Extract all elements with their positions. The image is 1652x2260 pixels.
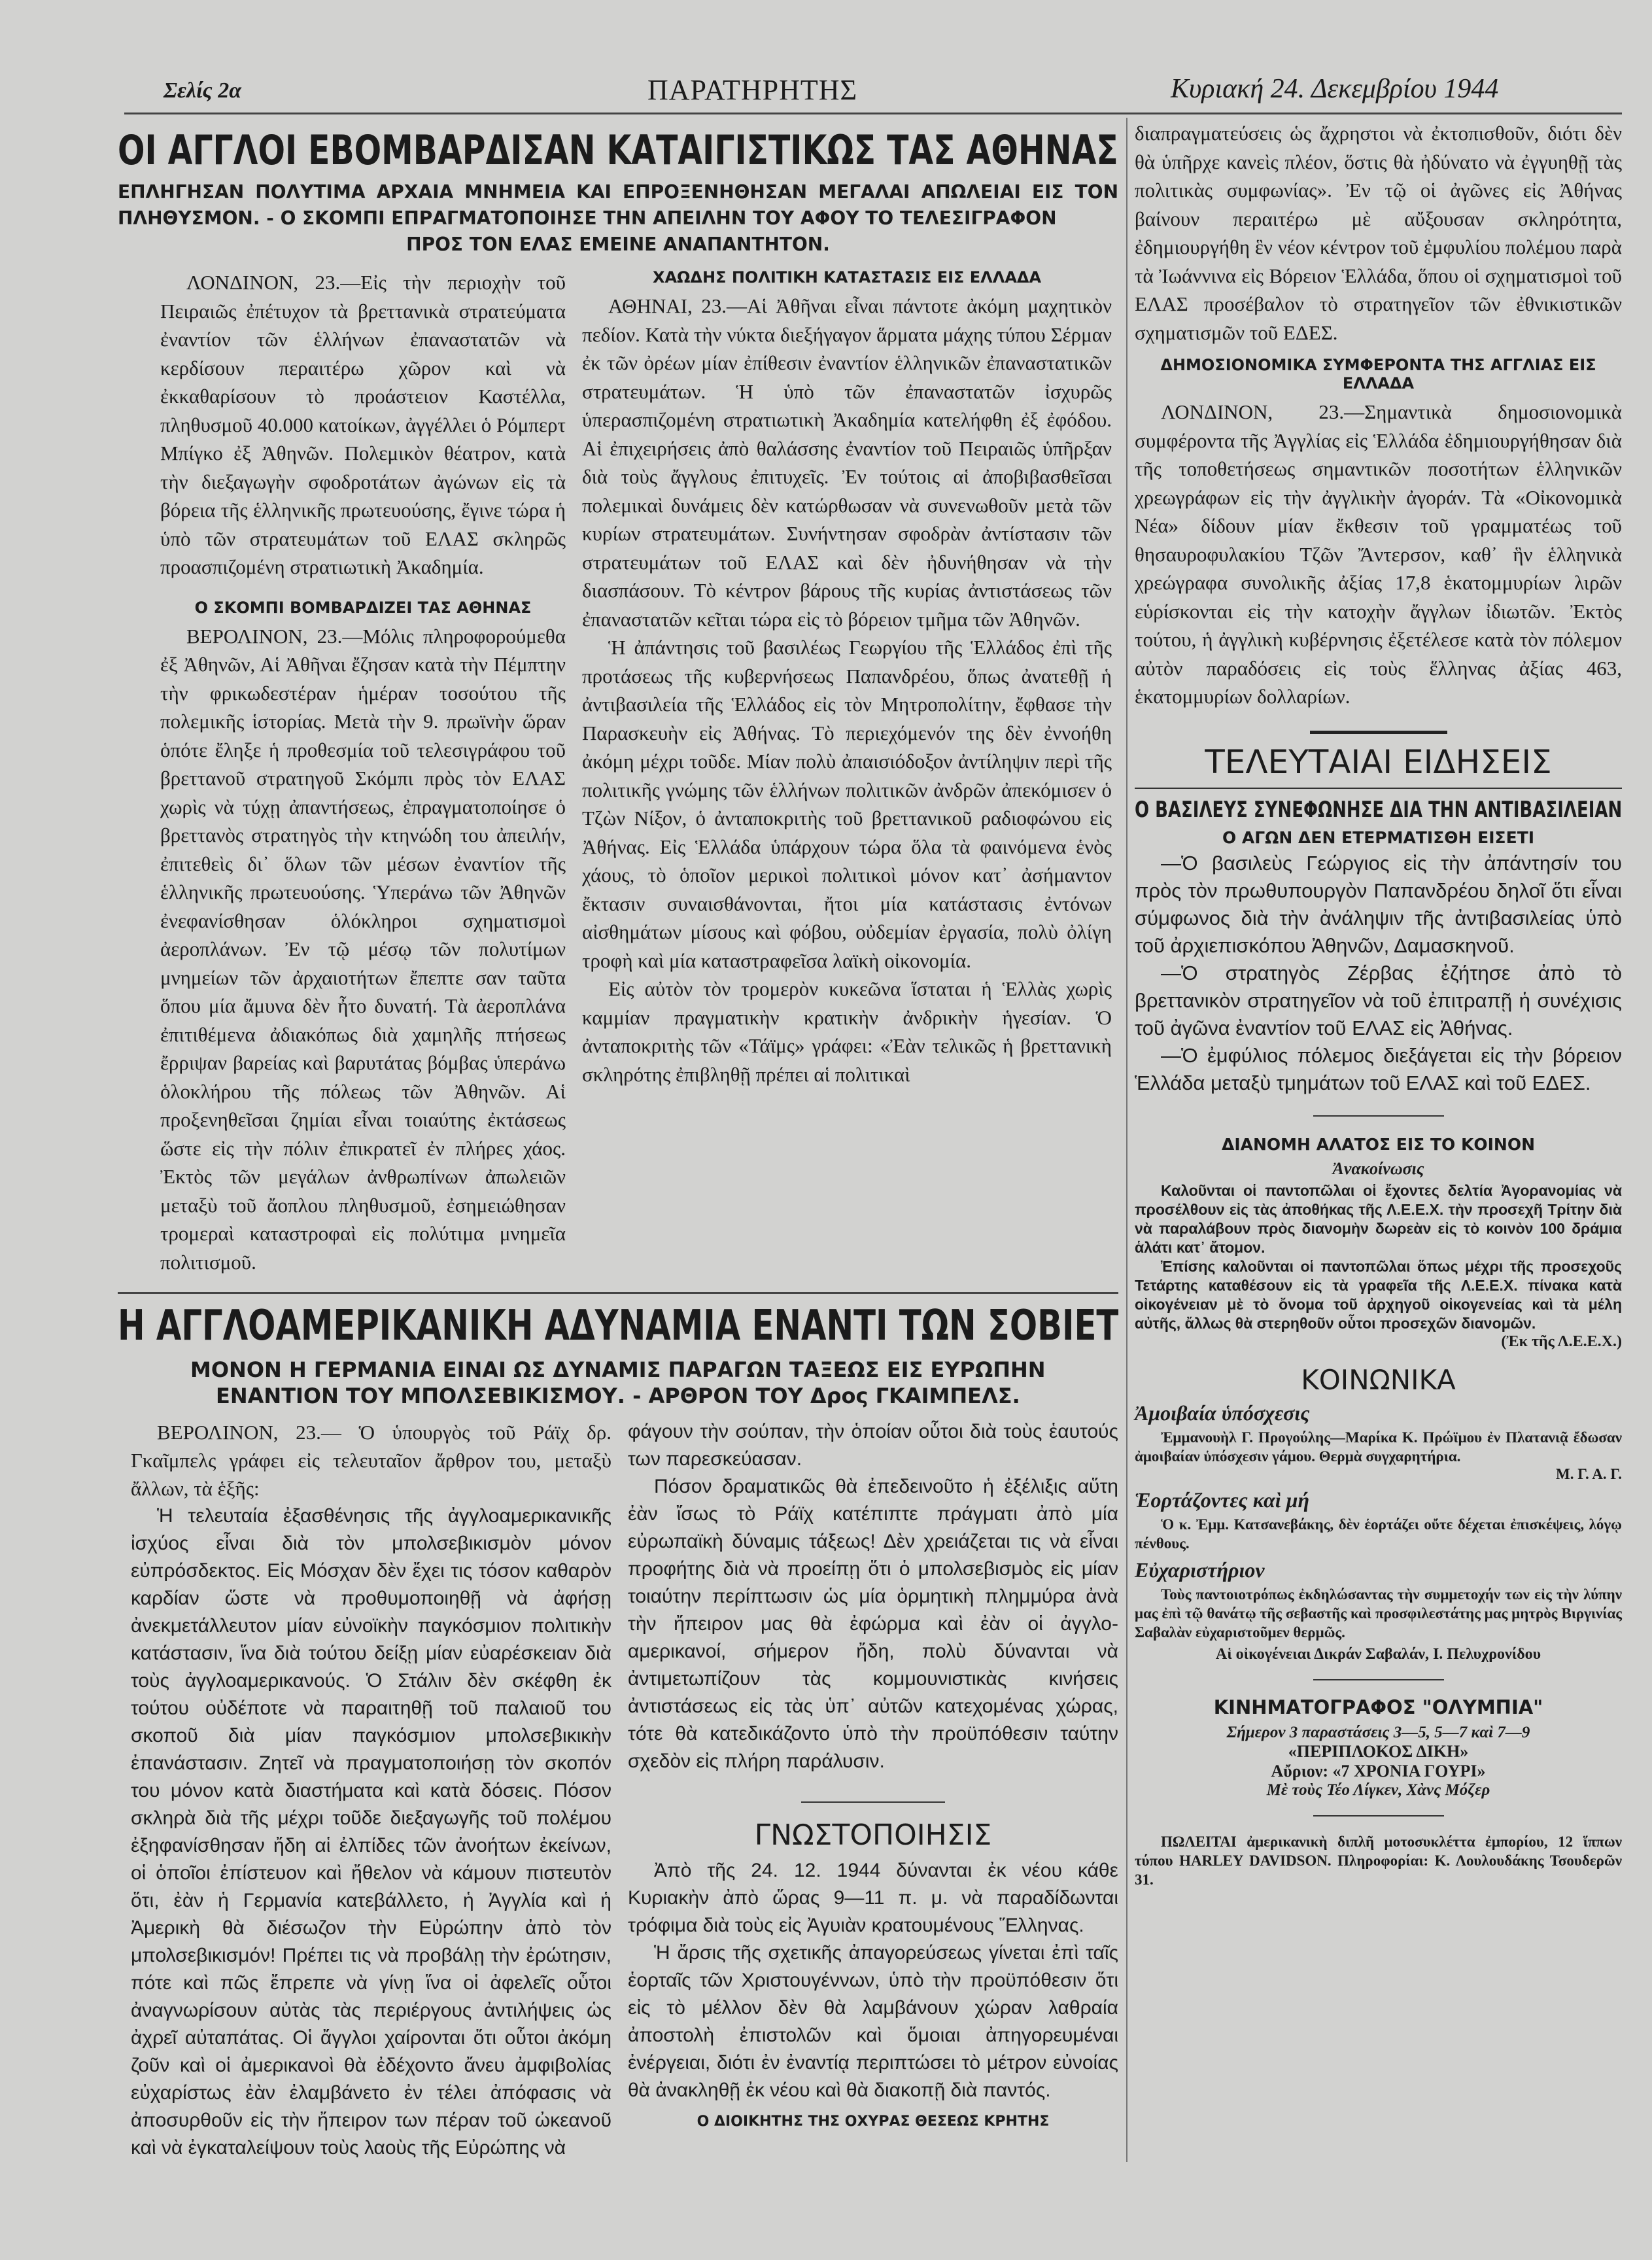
lead-headline-box xyxy=(118,126,1118,175)
social-item-title: Ἑορτάζοντες καὶ μή xyxy=(1135,1487,1310,1512)
section-title: Ο ΣΚΟΜΠΙ ΒΟΜΒΑΡΔΙΖΕΙ ΤΑΣ ΑΘΗΝΑΣ xyxy=(194,598,532,617)
article-paragraph: ΒΕΡΟΛΙΝΟΝ, 23.—Μόλις πληροφορούμεθα ἐξ Ἀθηνῶν, Αἱ Ἀθῆναι ἔζησαν κατὰ τὴν Πέμπτην τὴν φρικωδεστέραν ἡμέραν τοσούτου τῆς πολεμικῆς ἱστορίας. Μετὰ τὴν 9. πρωϊνὴν ὥραν ὁπότε ἔληξε ἡ προθεσμία τοῦ τελεσιγράφου τοῦ βρεττανοῦ στρατηγοῦ Σκόμπι πρὸς τὸν ΕΛΑΣ χωρὶς νὰ τύχῃ ἀπαντήσεως, ἐπραγματοποίησε ὁ βρεττανὸς στρατηγὸς τὴν κτηνώδη του ἀπειλήν, ἐπιτεθεὶς δι᾽ ὅλων τῶν μέσων ἐναντίον τῆς ἑλληνικῆς πρωτευούσης. Ὑπεράνω τῶν Ἀθηνῶν ἐνεφανίσθησαν ὁλόκληροι σχηματισμοὶ ἀεροπλάνων. Ἐν τῷ μέσῳ τῶν πολυτίμων μνημείων τῶν ἀρχαιοτήτων ἔπεπτε σαν ταῦτα ὅπου μία ἄμυνα δὲν ἦτο δυνατή. Τὰ ἀεροπλάνα ἐπιτιθέμενα ἀδιακόπως διὰ χαμηλῆς πτήσεως ἔρριψαν βαρείας καὶ βαρυτάτας βόμβας ὑπεράνω ὁλοκλήρου τῆς πόλεως τῶν Ἀθηνῶν. Αἱ προξενηθεῖσαι ζημίαι εἶναι τοιαύτης ἐκτάσεως ὥστε εἰς τὴν πόλιν ἐπικρατεῖ ἐν πλήρες χάος. Ἐκτὸς τῶν μεγάλων ἀνθρωπίνων ἀπωλειῶν μεταξὺ τοῦ ἄοπλου πληθυσμοῦ, ἐσημειώθησαν τρομεραὶ καταστροφαὶ εἰς πολύτιμα μνημεῖα πολιτισμοῦ. xyxy=(160,624,566,1274)
second-headline-box xyxy=(118,1300,1118,1351)
cinema-line: «ΠΕΡΙΠΛΟΚΟΣ ΔΙΚΗ» xyxy=(1288,1741,1469,1761)
social-title: ΚΟΙΝΩΝΙΚΑ xyxy=(1301,1363,1456,1396)
social-item-text: Τοὺς παντοιοτρόπως ἐκδηλώσαντας τὴν συμμετοχήν των εἰς τὴν λύπην μας ἐπὶ τῷ θανάτῳ τῆς σεβαστῆς καὶ προσφιλεστάτης μας μητρὸς Βιργινίας Σαβαλὰν εὐχαριστοῦμεν θερμῶς. xyxy=(1135,1586,1622,1641)
section-title: ΧΑΩΔΗΣ ΠΟΛΙΤΙΚΗ ΚΑΤΑΣΤΑΣΙΣ ΕΙΣ ΕΛΛΑΔΑ xyxy=(652,268,1042,287)
article-paragraph: Εἰς αὐτὸν τὸν τρομερὸν κυκεῶνα ἵσταται ἡ Ἑλλὰς χωρὶς καμμίαν πραγματικὴν κρατικὴν ἀνδρικὴν ἡγεσίαν. Ὁ ἀνταποκριτὴς τῶν «Τάϊμς» γράφει: «Ἐὰν τελικῶς ἡ βρεττανικὴ σκληρότης ἐπιβληθῇ πρέπει αἱ πολιτικαὶ xyxy=(582,977,1112,1086)
article-paragraph: Ἡ τελευταία ἐξασθένησις τῆς ἀγγλοαμερικανικῆς ἰσχύος εἶναι διὰ τὸν μπολσεβικισμὸν μόνον εὐπρόσδεκτος. Εἰς Μόσχαν δὲν ἔχει τις τόσον καθαρὸν καρδίαν ὥστε νὰ προθυμοποιηθῇ νὰ ἀφήσῃ ἀνεκμετάλλευτον μίαν εὐνοϊκὴν παγκόσμιον πολιτικὴν κατάστασιν, ἵνα διὰ τούτου δείξῃ μίαν εὐαρέσκειαν διὰ τοὺς ἀγγλοαμερικανούς. Ὁ Στάλιν δὲν σκέφθη ἐκ τούτου οὐδέποτε νὰ παραιτηθῇ τοῦ παλαιοῦ του σκοποῦ διὰ μίαν παγκόσμιον μπολσεβικικὴν ἐπανάστασιν. Ζητεῖ νὰ πραγματοποιήσῃ τὸν σκοπόν του μόνον κατὰ διαστήματα καὶ κατὰ δόσεις. Πόσον σκληρὰ διὰ τῆς μέχρι τοῦδε διεξαγωγῆς τοῦ πολέμου ἐξηφανίσθησαν ἤδη αἱ ἐλπίδες τῶν ἀνοήτων ἐκείνων, οἱ ὁποῖοι ἐπίστευον καὶ ἤθελον νὰ κάμουν πιστευτὸν ὅτι, ἐὰν ἡ Γερμανία κατεβάλλετο, ἡ Ἀγγλία καὶ ἡ Ἀμερικὴ θὰ διέσωζον τὴν Εὐρώπην ἀπὸ τὸν μπολσεβικισμόν! Πρέπει τις νὰ προβάλῃ τὴν ἐρώτησιν, πότε καὶ πῶς ἔπρεπε νὰ γίνῃ ἵνα οἱ ἀφελεῖς οὗτοι ἀναγνωρίσουν αὐτὰς τὰς περιέργους ἀντιλήψεις ὡς ἀχρεῖ αὐταπάτας. Οἱ ἄγγλοι χαίρονται ὅτι οὗτοι ἀκόμη ζοῦν καὶ οἱ ἀμερικανοὶ θὰ ἐδέχοντο ἄνευ ἀμφιβολίας εὐχαρίστως ἐὰν ἐλαμβάνετο ἐν τέλει ἀπόφασις νὰ ἀποσυρθοῦν εἰς τὴν ἤπειρον των πέραν τοῦ ὠκεανοῦ καὶ νὰ ἐγκαταλείψουν τοὺς λαοὺς τῆς Εὐρώπης νὰ xyxy=(131,1505,611,2159)
lead-article xyxy=(160,268,566,1276)
king-headline: Ο ΒΑΣΙΛΕΥΣ ΣΥΝΕΦΩΝΗΣΕ ΔΙΑ ΤΗΝ ΑΝΤΙΒΑΣΙΛΕΙΑΝ xyxy=(1135,796,1623,823)
article-paragraph: ΑΘΗΝΑΙ, 23.—Αἱ Ἀθῆναι εἶναι πάντοτε ἀκόμη μαχητικὸν πεδίον. Κατὰ τὴν νύκτα διεξήγαγον ἅρματα μάχης τύπου Σέρμαν ἐκ τῶν ὀρέων μίαν ἐπίθεσιν ἐναντίον ἑλληνικῶν ἐπαναστατικῶν στρατευμάτων. Ἡ ὑπὸ τῶν ἐπαναστατῶν ἰσχυρῶς ὑπερασπιζομένη στρατιωτικὴ Ἀκαδημία κατελήφθη ἐξ ἐφόδου. Αἱ ἐπιχειρήσεις ἀπὸ θαλάσσης ἐναντίον τοῦ Πειραιῶς ὑπῆρξαν διὰ τοὺς ἄγγλους ἐπιτυχεῖς. Ἐν τούτοις αἱ ἀποβιβασθεῖσαι πολεμικαὶ δυνάμεις δὲν κατώρθωσαν νὰ συνενωθοῦν μετὰ τῶν κυρίων στρατευμάτων. Συνήντησαν σφοδρὰν ἀντίστασιν τῶν στρατευμάτων τοῦ ΕΛΑΣ καὶ δὲν ἠδυνήθησαν νὰ τὴν διασπάσουν. Τὸ κέντρον βάρους τῆς κυρίας ἀντιστάσεως τῶν ἐπαναστατῶν κεῖται τώρα εἰς τὸ βόρειον τμῆμα τῶν Ἀθηνῶν. xyxy=(582,294,1112,631)
salt-subtitle: Ἀνακοίνωσις xyxy=(1332,1158,1424,1178)
column-divider xyxy=(1126,118,1127,2162)
social-item-signature: Αἱ οἰκογένειαι Δικράν Σαβαλάν, Ι. Πελυχρονίδου xyxy=(1215,1645,1541,1663)
chaos-article xyxy=(582,268,1112,1088)
article-paragraph: ΛΟΝΔΙΝΟΝ, 23.—Εἰς τὴν περιοχὴν τοῦ Πειραιῶς ἐπέτυχον τὰ βρεττανικὰ στρατεύματα ἐναντίον τῶν ἑλλήνων ἐπαναστατῶν νὰ κερδίσουν περαιτέρω χῶρον καὶ νὰ ἐκκαθαρίσουν τὸ προάστειον Καστέλλα, πληθυσμοῦ 40.000 κατοίκων, ἀγγέλλει ὁ Ρόμπερτ Μπίγκο ἐξ Ἀθηνῶν. Πολεμικὸν θέατρον, κατὰ τὴν διεξαγωγὴν σφοδροτάτων ἀγώνων εἰς τὰ βόρεια τῆς ἑλληνικῆς πρωτευούσης, ἔγινε τώρα ἡ ὑπὸ τῶν στρατευμάτων τοῦ ΕΛΑΣ σκληρῶς προασπιζομένη στρατιωτικὴ Ἀκαδημία. xyxy=(160,271,566,578)
lead-subhead xyxy=(118,179,1118,258)
cinema-line: Σήμερον 3 παραστάσεις 3—5, 5—7 καὶ 7—9 xyxy=(1226,1723,1530,1741)
lead-row xyxy=(118,268,1118,1276)
social-item-title: Εὐχαριστήριον xyxy=(1135,1557,1265,1582)
social-item-text: Ἐμμανουὴλ Γ. Προγούλης—Μαρίκα Κ. Πρώϊμου ἐν Πλατανιᾷ ἔδωσαν ἀμοιβαίαν ὑπόσχεσιν γάμου. Θερμὰ συγχαρητήρια. xyxy=(1135,1429,1622,1465)
masthead-rule xyxy=(124,113,1622,114)
king-subhead: Ο ΑΓΩΝ ΔΕΝ ΕΤΕΡΜΑΤΙΣΘΗ ΕΙΣΕΤΙ xyxy=(1222,827,1535,847)
divider xyxy=(1313,1115,1444,1117)
divider xyxy=(1135,788,1622,789)
cinema-line: Μὲ τοὺς Τέο Λίγκεν, Χὰνς Μόζερ xyxy=(1266,1781,1490,1799)
notice-title: ΓΝΩΣΤΟΠΟΙΗΣΙΣ xyxy=(754,1818,992,1852)
article-paragraph: Ἡ ἀπάντησις τοῦ βασιλέως Γεωργίου τῆς Ἑλλάδος ἐπὶ τῆς προτάσεως τῆς κυβερνήσεως Παπανδρέου, ὅπως ἀνατεθῇ ἡ ἀντιβασιλεία τῆς Ἑλλάδος εἰς τὸν Μητροπολίτην, ἔφθασε τὴν Παρασκευὴν εἰς Ἀθήνας. Τὸ περιεχόμενόν της δὲν ἐννοήθη ἀκόμη μέχρι τοῦδε. Μίαν πολὺ ἀπαισιόδοξον ἀντίληψιν περὶ τῆς πολιτικῆς γνώμης τῶν ἑλλήνων πολιτικῶν ἀνδρῶν ἀπεκόμισεν ὁ Τζὼν Νίξον, ὁ ἀνταποκριτὴς τοῦ βρεττανικοῦ ραδιοφώνου εἰς Ἀθήνας. Εἰς Ἑλλάδα ὑπάρχουν τώρα ὅλα τὰ φαινόμενα ἑνὸς χάους, τὸ ὁποῖον μερικοὶ πολιτικοὶ μόνον κατ᾽ ἀσήμαντον ἔκτασιν συναισθάνονται, ἤτοι μία κατάστασις ἐντόνων αἰσθημάτων μίσους καὶ φόβου, οὐδεμίαν ἐργασία, πολὺ ὀλίγη τροφὴ καὶ μία καταστραφεῖσα λαϊκὴ οἰκονομία. xyxy=(582,636,1112,972)
main-content xyxy=(118,126,1118,2162)
page-number: Σελίς 2α xyxy=(163,78,241,103)
notice-paragraph: Ἐπίσης καλοῦνται οἱ παντοπῶλαι ὅπως μέχρι τῆς προσεχοῦς Τετάρτης καταθέσουν εἰς τὰ γραφεῖα τῆς Λ.Ε.Ε.Χ. πίνακα κατὰ οἰκογένειαν μὲ τὸ ὄνομα τοῦ ἀρχηγοῦ οἰκογενείας καὶ τὰ μέλη αὐτῆς, ἄλλως θὰ στερηθοῦν οὗτοι προσεχῶν διανομῶν. xyxy=(1135,1257,1622,1332)
second-subhead-box xyxy=(118,1357,1118,1383)
article-paragraph: ΛΟΝΔΙΝΟΝ, 23.—Σημαντικὰ δημοσιονομικὰ συμφέροντα τῆς Ἀγγλίας εἰς Ἑλλάδα ἐδημιουργήθησαν διὰ τῆς τοποθετήσεως σημαντικῶν ποσοτήτων ἑλληνικῶν χρεωγράφων εἰς τὴν ἀγγλικὴν ἀγοράν. Τὰ «Οἰκονομικὰ Νέα» δίδουν μίαν ἔκθεσιν τοῦ γραμματέως τοῦ θησαυροφυλακίου Τζῶν Ἄντερσον, καθ᾽ ἣν ἑλληνικὰ χρεώγραφα συνολικῆς ἀξίας 17,8 ἑκατομμυρίων λιρῶν εὑρίσκονται εἰς τὴν κατοχὴν ἄγγλων ἰδιωτῶν. Ἐκτὸς τούτου, ἡ ἀγγλικὴ κυβέρνησις ἐξετέλεσε κατὰ τὸν πόλεμον αὐτὸν παραδόσεις εἰς τοὺς ἕλληνας ἀξίας 463, ἑκατομμυρίων δολλαρίων. xyxy=(1135,400,1622,708)
notice-paragraph: Καλοῦνται οἱ παντοπῶλαι οἱ ἔχοντες δελτία Ἀγορανομίας νὰ προσέλθουν εἰς τὰς ἀποθήκας τῆς Λ.Ε.Ε.Χ. τὴν προσεχῆ Τρίτην διὰ νὰ παραλάβουν πρὸς διανομὴν δωρεὰν εἰς τὸ κοινὸν 100 δράμια ἁλάτι κατ᾽ ἄτομον. xyxy=(1135,1181,1622,1256)
divider xyxy=(1313,1679,1444,1680)
latest-news-title: ΤΕΛΕΥΤΑΙΑΙ ΕΙΔΗΣΕΙΣ xyxy=(1205,742,1552,781)
cinema-title: ΚΙΝΗΜΑΤΟΓΡΑΦΟΣ "ΟΛΥΜΠΙΑ" xyxy=(1213,1695,1543,1718)
newspaper-title: ΠΑΡΑΤΗΡΗΤΗΣ xyxy=(647,74,858,106)
lead-headline: ΟΙ ΑΓΓΛΟΙ ΕΒΟΜΒΑΡΔΙΣΑΝ ΚΑΤΑΙΓΙΣΤΙΚΩΣ ΤΑΣ ΑΘΗΝΑΣ xyxy=(118,126,1118,174)
article-paragraph: —Ὁ στρατηγὸς Ζέρβας ἐζήτησε ἀπὸ τὸ βρεττανικὸν στρατηγεῖον νὰ τοῦ ἐπιτραπῇ ἡ συνέχισις τοῦ ἀγῶνα ἐναντίον τοῦ ΕΛΑΣ εἰς Ἀθήνας. xyxy=(1135,961,1622,1039)
issue-date: Κυριακή 24. Δεκεμβρίου 1944 xyxy=(1171,74,1499,104)
goebbels-article-right xyxy=(628,1418,1118,2130)
salt-title: ΔΙΑΝΟΜΗ ΑΛΑΤΟΣ ΕΙΣ ΤΟ ΚΟΙΝΟΝ xyxy=(1221,1134,1535,1154)
article-paragraph: ΒΕΡΟΛΙΝΟΝ, 23.— Ὁ ὑπουργὸς τοῦ Ράϊχ δρ. Γκαῖμπελς γράφει εἰς τελευταῖον ἄρθρον του, μεταξὺ ἄλλων, τὰ ἑξῆς: xyxy=(131,1421,611,1500)
divider xyxy=(1310,731,1447,734)
notice-paragraph: Ἡ ἄρσις τῆς σχετικῆς ἀπαγορεύσεως γίνεται ἐπὶ ταῖς ἑορταῖς τῶν Χριστουγέννων, ὑπὸ τὴν προϋπόθεσιν ὅτι εἰς τὸ μέλλον δὲν θὰ λαμβάνουν χώραν λαθραία ἀποστολὴ ἐπιστολῶν καὶ ὅμοιαι ἀπηγορευμέναι ἐνέργειαι, διότι ἐν ἐναντίᾳ περιπτώσει τὸ μέτρον εὐνοίας θὰ ἀνακληθῇ ἐκ νέου καὶ θὰ διακοπῇ διὰ παντός. xyxy=(628,1942,1118,2101)
king-headline-box xyxy=(1135,795,1622,824)
social-item-title: Ἀμοιβαία ὑπόσχεσις xyxy=(1135,1400,1310,1425)
sale-notice: ΠΩΛΕΙΤΑΙ ἀμερικανικὴ διπλῆ μοτοσυκλέττα ἐμπορίου, 12 ἵππων τύπου HARLEY DAVIDSON. Πληροφορίαι: Κ. Λουλουδάκης Τσουδερῶν 31. xyxy=(1135,1833,1622,1888)
notice-signature: Ο ΔΙΟΙΚΗΤΗΣ ΤΗΣ ΟΧΥΡΑΣ ΘΕΣΕΩΣ ΚΡΗΤΗΣ xyxy=(697,2113,1050,2130)
second-subhead-box xyxy=(118,1383,1118,1409)
article-paragraph: φάγουν τὴν σούπαν, τὴν ὁποίαν οὗτοι διὰ τοὺς ἑαυτούς των παρεσκεύασαν. xyxy=(628,1421,1118,1470)
second-headline: Η ΑΓΓΛΟΑΜΕΡΙΚΑΝΙΚΗ ΑΔΥΝΑΜΙΑ ΕΝΑΝΤΙ ΤΩΝ ΣΟΒΙΕΤ xyxy=(118,1302,1119,1350)
second-row xyxy=(118,1418,1118,2162)
lead-subhead-text: ΕΠΛΗΓΗΣΑΝ ΠΟΛΥΤΙΜΑ ΑΡΧΑΙΑ ΜΝΗΜΕΙΑ ΚΑΙ ΕΠΡΟΞΕΝΗΘΗΣΑΝ ΜΕΓΑΛΑΙ ΑΠΩΛΕΙΑΙ ΕΙΣ ΤΟΝ ΠΛΗΘΥΣΜΟΝ. - Ο ΣΚΟΜΠΙ ΕΠΡΑΓΜΑΤΟΠΟΙΗΣΕ ΤΗΝ ΑΠΕΙΛΗΝ ΤΟΥ ΑΦΟΥ ΤΟ ΤΕΛΕΣΙΓΡΑΦΟΝ xyxy=(118,181,1118,229)
divider xyxy=(1313,1815,1444,1817)
lead-subhead-line2: ΠΡΟΣ ΤΟΝ ΕΛΑΣ ΕΜΕΙΝΕ ΑΝΑΠΑΝΤΗΤΟΝ. xyxy=(406,234,830,255)
social-item-text: Ὁ κ. Ἐμμ. Κατσανεβάκης, δὲν ἑορτάζει οὔτε δέχεται ἐπισκέψεις, λόγῳ πένθους. xyxy=(1135,1516,1622,1552)
goebbels-article-left xyxy=(131,1418,611,2162)
article-paragraph: —Ὁ βασιλεὺς Γεώργιος εἰς τὴν ἀπάντησίν του πρὸς τὸν πρωθυπουργὸν Παπανδρέου δηλοῖ ὅτι εἶναι σύμφωνος διὰ τὴν ἀνάληψιν τῆς ἀντιβασιλείας ὑπὸ τοῦ ἀρχιεπισκόπου Ἀθηνῶν, Δαμασκηνοῦ. xyxy=(1135,851,1622,957)
second-subhead: ΜΟΝΟΝ Η ΓΕΡΜΑΝΙΑ ΕΙΝΑΙ ΩΣ ΔΥΝΑΜΙΣ ΠΑΡΑΓΩΝ ΤΑΞΕΩΣ ΕΙΣ ΕΥΡΩΠΗΝ xyxy=(190,1357,1046,1382)
section-rule xyxy=(118,1292,1118,1294)
notice-paragraph: Ἀπὸ τῆς 24. 12. 1944 δύνανται ἐκ νέου κάθε Κυριακὴν ἀπὸ ὥρας 9—11 π. μ. νὰ παραδίδωνται τρόφιμα διὰ τοὺς εἰς Ἀγυιὰν κρατουμένους Ἕλληνας. xyxy=(628,1860,1118,1936)
divider xyxy=(801,1801,945,1803)
salt-signature: (Ἐκ τῆς Λ.Ε.Ε.Χ.) xyxy=(1501,1332,1622,1350)
article-paragraph: διαπραγματεύσεις ὡς ἄχρηστοι νὰ ἐκτοπισθοῦν, διότι δὲν θὰ ὑπῆρχε κανεὶς πλέον, ὅστις θὰ ἠδύνατο νὰ ἐγγυηθῇ τὰς πολιτικὰς συμφωνίας». Ἐν τῷ οἱ ἀγῶνες εἰς Ἀθήνας βαίνουν περαιτέρω μὲ αὔξουσαν σκληρότητα, ἐδημιουργήθη ἓν νέον κέντρον τοῦ ἐμφυλίου πολέμου παρὰ τὰ Ἰωάννινα εἰς Βόρειον Ἑλλάδα, ὅπου οἱ σχηματισμοὶ τοῦ ΕΛΑΣ προσέβαλον τὸ στρατηγεῖον τῶν ἐθνικιστικῶν σχηματισμῶν τοῦ ΕΔΕΣ. xyxy=(1135,122,1622,344)
section-title: ΔΗΜΟΣΙΟΝΟΜΙΚΑ ΣΥΜΦΕΡΟΝΤΑ ΤΗΣ ΑΓΓΛΙΑΣ ΕΙΣ ΕΛΛΑΔΑ xyxy=(1160,356,1596,392)
right-column xyxy=(1135,119,1622,1889)
second-subhead: ΕΝΑΝΤΙΟΝ ΤΟΥ ΜΠΟΛΣΕΒΙΚΙΣΜΟΥ. - ΑΡΘΡΟΝ ΤΟΥ Δρος ΓΚΑΙΜΠΕΛΣ. xyxy=(216,1383,1020,1408)
social-item-signature: Μ. Γ. Α. Γ. xyxy=(1556,1465,1622,1482)
article-paragraph: —Ὁ ἐμφύλιος πόλεμος διεξάγεται εἰς τὴν βόρειον Ἑλλάδα μεταξὺ τμημάτων τοῦ ΕΛΑΣ καὶ τοῦ ΕΔΕΣ. xyxy=(1135,1043,1622,1094)
cinema-line: Αὔριον: «7 ΧΡΟΝΙΑ ΓΟΥΡΙ» xyxy=(1271,1761,1486,1781)
article-paragraph: Πόσον δραματικῶς θὰ ἐπεδεινοῦτο ἡ ἐξέλιξις αὕτη ἐὰν ἴσως τὸ Ράϊχ κατέπιπτε πράγματι ἀπὸ μία εὐρωπαϊκὴ δύναμις τάξεως! Δὲν χρειάζεται τις νὰ εἶναι προφήτης διὰ νὰ προείπῃ ὅτι ὁ μπολσεβισμὸς εἰς μίαν τοιαύτην περίπτωσιν ὡς μία ὁρμητικὴ πλημμύρα ἀνὰ τὴν ἤπειρον μας θὰ ἐφώρμα καὶ ἐὰν οἱ ἀγγλο-αμερικανοί, σήμερον ἤδη, πολὺ δύνανται νὰ ἀντιμετωπίζουν τὰς κομμουνιστικὰς κινήσεις ἀντιστάσεως εἰς τὰς ὑπ᾽ αὐτῶν κατεχομένας χώρας, τότε θὰ κατεδικάζοντο ὑπὸ τὴν προϋπόθεσιν ταύτην σχεδὸν εἰς πλήρη παράλυσιν. xyxy=(628,1476,1118,1772)
